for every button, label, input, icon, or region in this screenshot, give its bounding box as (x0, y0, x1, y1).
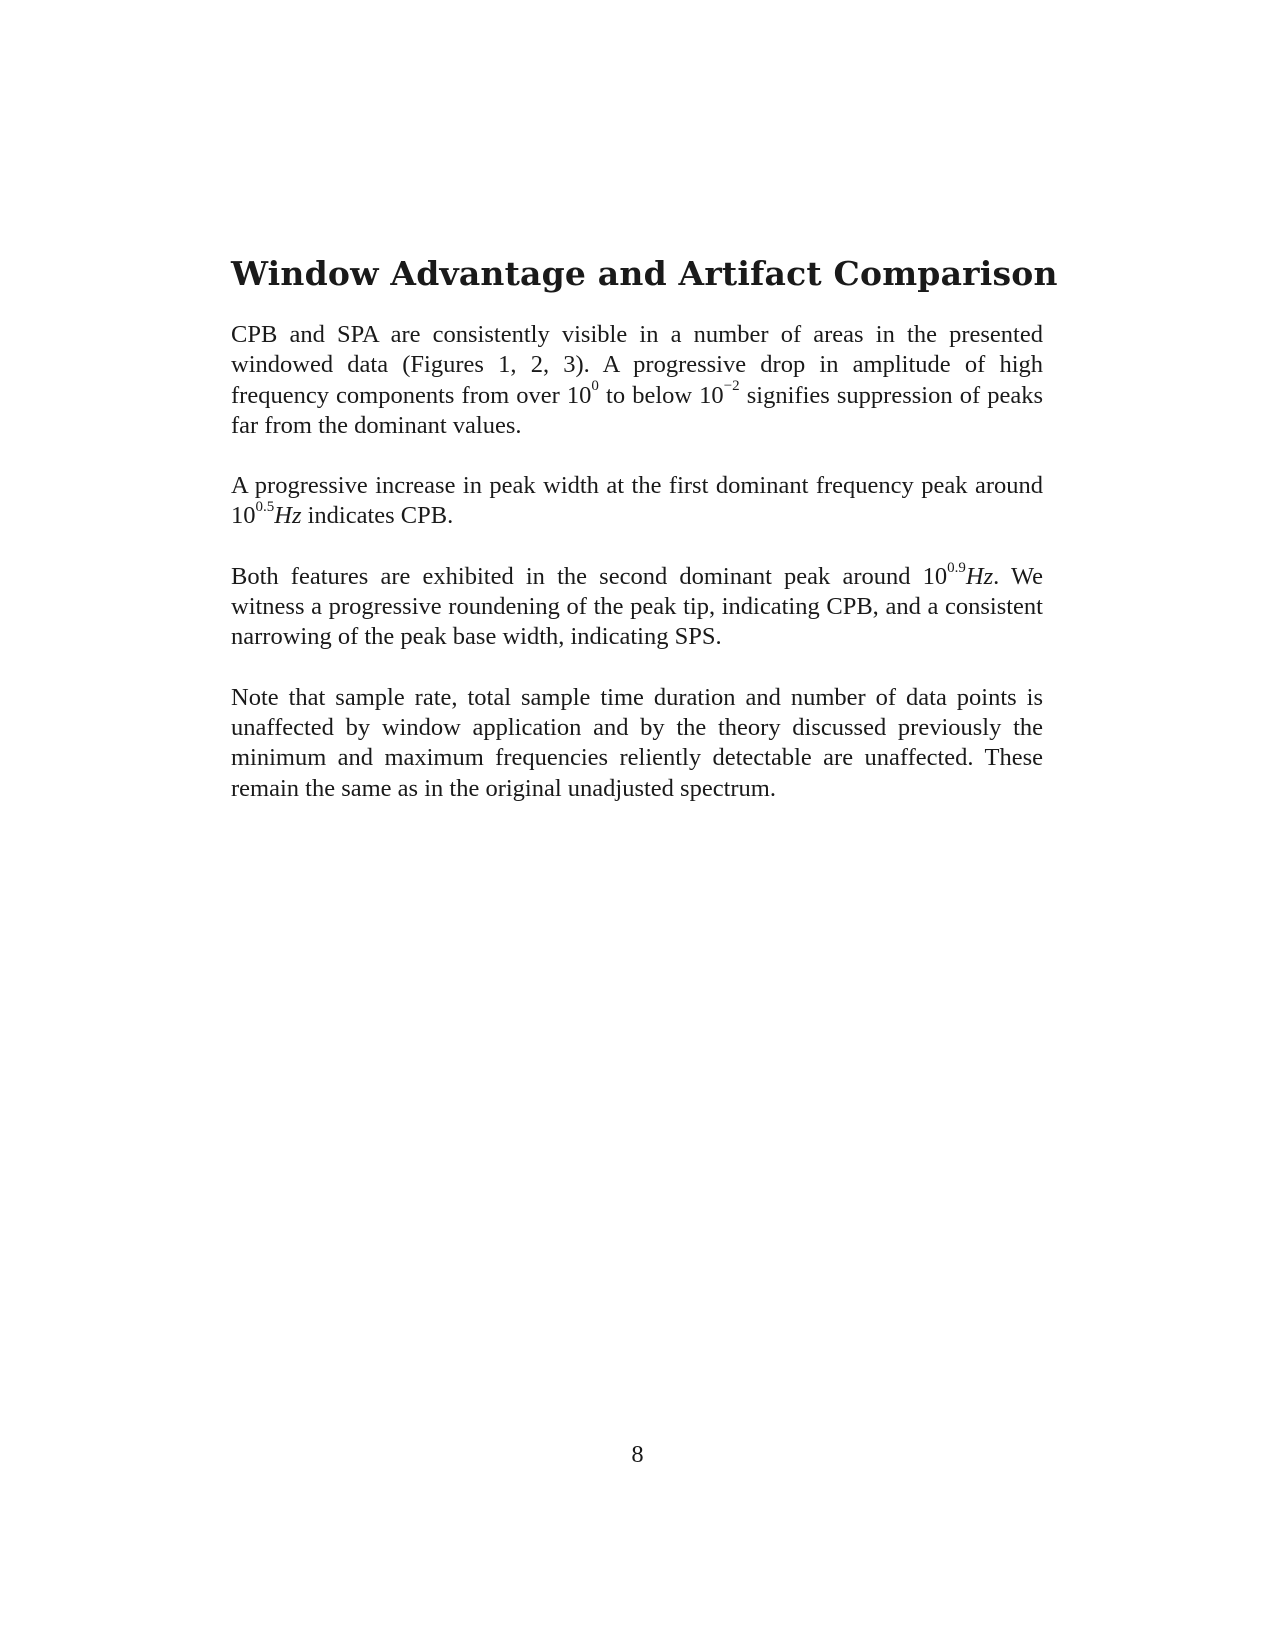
paragraph-text: to below 10 (598, 381, 724, 409)
paragraph-second-peak (231, 559, 1043, 653)
paragraph-sample-rate-note (231, 683, 1043, 804)
paragraph-text: signifies suppression of peaks far from the dominant values. (231, 381, 1043, 439)
paragraph-amplitude-drop (231, 320, 1043, 441)
unit-hz: Hz (965, 562, 994, 590)
paragraph-text: Both features are exhibited in the second dominant peak around 10 (231, 562, 948, 590)
paragraph-text: Note that sample rate, total sample time duration and number of data points is unaffected by window application and by the theory discussed previously the minimum and maximum frequencies reliently detectable are unaffected. These remain the same as in the original unadjusted spectrum. (231, 683, 1043, 802)
unit-hz: Hz (274, 502, 302, 530)
exponent: 0.5 (255, 499, 275, 516)
section-title: Window Advantage and Artifact Comparison (231, 254, 1058, 293)
page-number: 8 (631, 1441, 644, 1468)
exponent: −2 (723, 378, 740, 395)
paragraph-first-peak (231, 471, 1043, 532)
paragraph-text: CPB and SPA are consistently visible in a number of areas in the presented windowed data (Figures 1, 2, 3). A progressive drop in amplitude of high frequency components from over 10 (231, 321, 1043, 409)
exponent: 0.9 (947, 559, 966, 576)
paragraph-text: indicates CPB. (301, 502, 454, 530)
exponent: 0 (591, 378, 599, 395)
paragraph-text: . We witness a progressive roundening of the peak tip, indicating CPB, and a consistent narrowing of the peak base width, indicating SPS. (231, 562, 1043, 651)
page-content (231, 250, 1058, 834)
paragraph-text: A progressive increase in peak width at the first dominant frequency peak around 10 (231, 472, 1043, 530)
